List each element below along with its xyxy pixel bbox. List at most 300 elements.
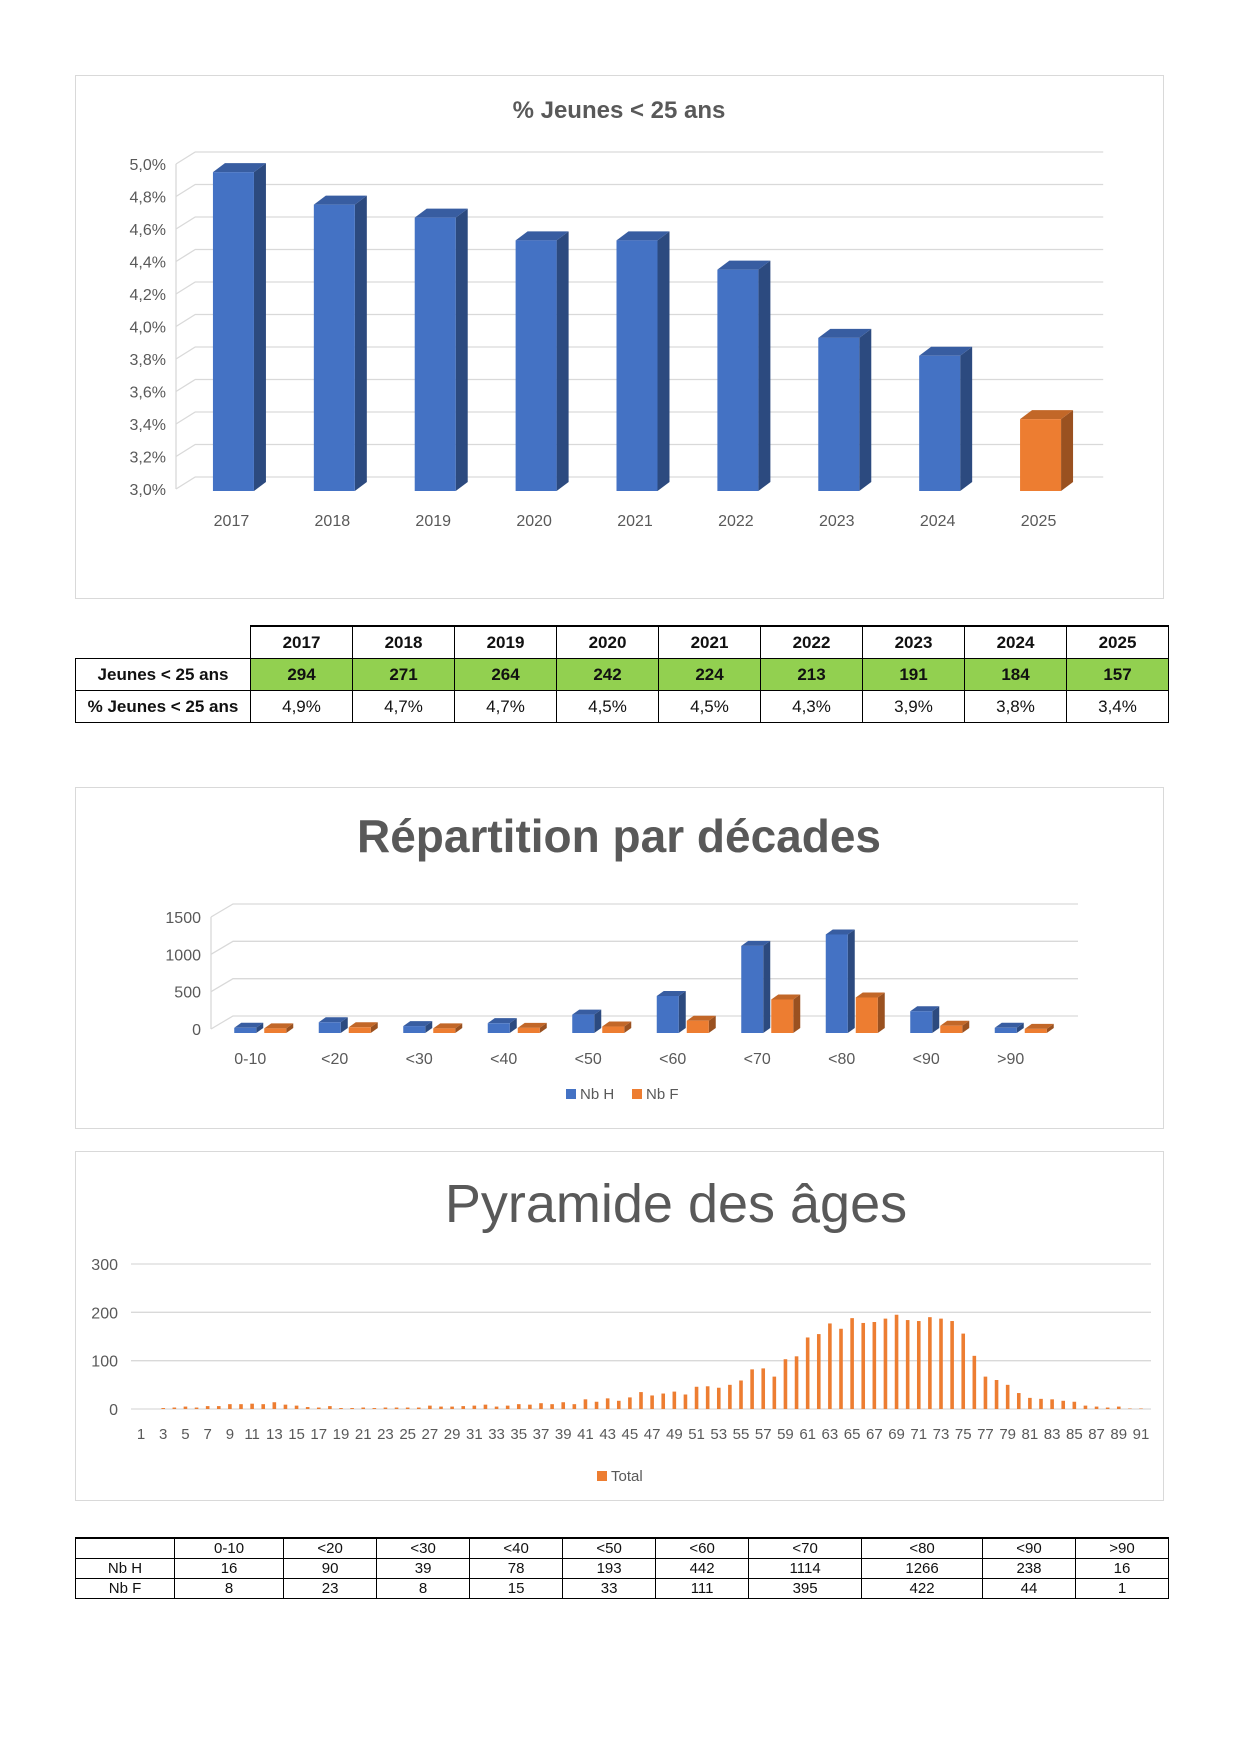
x-tick-label: 13: [265, 1426, 283, 1443]
cell: 8: [377, 1579, 470, 1599]
bar: [314, 196, 367, 491]
cell: 157: [1067, 659, 1169, 691]
x-tick-label: <60: [659, 1051, 687, 1068]
bar-side: [254, 163, 266, 491]
y-tick-label: 4,0%: [129, 319, 166, 337]
bar-front: [856, 997, 878, 1033]
bar: [773, 1377, 777, 1409]
bar: [450, 1407, 454, 1409]
bar: [517, 1404, 521, 1409]
cell: 4,5%: [557, 691, 659, 723]
cell: 224: [659, 659, 761, 691]
table-row: [76, 1579, 1169, 1599]
bar-front: [910, 1011, 932, 1033]
bar: [561, 1402, 565, 1409]
bar: [349, 1022, 378, 1033]
x-tick-label: 67: [865, 1426, 883, 1443]
bar: [639, 1392, 643, 1409]
x-tick-label: 9: [225, 1426, 235, 1443]
bar: [417, 1408, 421, 1409]
column-header: <90: [982, 1538, 1075, 1559]
x-tick-label: 33: [488, 1426, 505, 1443]
column-header: <70: [749, 1538, 862, 1559]
y-tick-label: 3,2%: [129, 449, 166, 467]
bar: [784, 1359, 788, 1409]
bar: [806, 1337, 810, 1409]
bar: [550, 1404, 554, 1409]
bar: [606, 1398, 610, 1409]
bar: [850, 1318, 854, 1409]
bar-side: [763, 941, 770, 1033]
x-tick-label: 49: [665, 1426, 683, 1443]
x-tick-label: 2018: [314, 513, 351, 530]
cell: 39: [377, 1559, 470, 1579]
bar: [1028, 1398, 1032, 1409]
x-tick-label: 83: [1043, 1426, 1061, 1443]
y-tick-label: 4,2%: [129, 287, 166, 304]
bar-side: [758, 261, 770, 491]
x-tick-label: 27: [421, 1426, 439, 1443]
bar: [528, 1405, 532, 1409]
bar: [657, 991, 686, 1033]
bar: [195, 1408, 199, 1409]
bar-side: [848, 929, 855, 1033]
y-tick-label: 200: [91, 1305, 118, 1323]
year-header: 2018: [353, 626, 455, 659]
bar: [495, 1407, 499, 1409]
bar-front: [516, 240, 557, 491]
bar: [895, 1315, 899, 1409]
x-tick-label: 85: [1065, 1426, 1083, 1443]
bar-front: [741, 946, 763, 1033]
bar: [1017, 1393, 1021, 1409]
bar-side: [793, 995, 800, 1033]
bar-front: [415, 218, 456, 491]
bar-front: [717, 270, 758, 491]
table-header-row: [76, 1538, 1169, 1559]
y-tick-label: 300: [91, 1257, 118, 1274]
column-header: <20: [284, 1538, 377, 1559]
cell: 1: [1075, 1579, 1168, 1599]
bar-front: [657, 996, 679, 1033]
bar: [403, 1021, 432, 1033]
year-header: 2023: [863, 626, 965, 659]
bar: [939, 1319, 943, 1409]
chart-title: Pyramide des âges: [444, 1174, 908, 1234]
gridline: [176, 152, 1103, 164]
y-tick-label: 500: [174, 984, 201, 1002]
x-tick-label: 39: [554, 1426, 572, 1443]
bar: [973, 1356, 977, 1409]
cell: 4,3%: [761, 691, 863, 723]
x-tick-label: 59: [777, 1426, 794, 1443]
bar: [328, 1406, 332, 1409]
gridline: [211, 904, 1078, 917]
bar: [1095, 1407, 1099, 1409]
bar: [750, 1369, 754, 1409]
year-header: 2021: [659, 626, 761, 659]
bar-front: [818, 338, 859, 491]
bar: [415, 209, 468, 491]
year-header: 2022: [761, 626, 863, 659]
bar: [395, 1408, 399, 1409]
bar: [516, 231, 569, 491]
bar: [817, 1334, 821, 1409]
bar: [284, 1405, 288, 1409]
bar: [739, 1380, 743, 1409]
x-tick-label: 23: [377, 1426, 394, 1443]
y-tick-label: 3,4%: [129, 417, 166, 434]
x-tick-label: 37: [532, 1426, 550, 1443]
bar: [228, 1404, 232, 1409]
cell: 44: [982, 1579, 1075, 1599]
x-tick-label: 15: [288, 1426, 305, 1443]
bar-front: [518, 1028, 540, 1033]
bar: [795, 1356, 799, 1409]
bar: [1117, 1407, 1121, 1409]
table-header-row: [76, 626, 1169, 659]
cell: 184: [965, 659, 1067, 691]
bar-side: [878, 992, 885, 1033]
bar: [687, 1016, 716, 1033]
bar: [319, 1017, 348, 1033]
x-tick-label: 2023: [818, 513, 855, 530]
y-tick-label: 3,0%: [129, 482, 166, 499]
cell: 16: [1075, 1559, 1168, 1579]
bar: [484, 1405, 488, 1409]
cell: 294: [251, 659, 353, 691]
bar: [928, 1317, 932, 1409]
y-tick-label: 4,8%: [129, 189, 166, 207]
bar: [264, 1023, 293, 1033]
x-tick-label: 77: [977, 1426, 994, 1443]
cell: 4,5%: [659, 691, 761, 723]
bar: [1073, 1402, 1077, 1409]
bar-front: [687, 1021, 709, 1033]
bar: [572, 1010, 601, 1033]
bar-side: [859, 329, 871, 491]
bar-front: [771, 1000, 793, 1033]
bar: [350, 1408, 354, 1409]
table-corner: [76, 1538, 175, 1559]
bar: [473, 1406, 477, 1409]
bar: [1039, 1399, 1043, 1409]
x-tick-label: <50: [574, 1051, 602, 1068]
bar: [761, 1368, 765, 1409]
bar: [602, 1022, 631, 1033]
bar: [661, 1394, 665, 1409]
bar-side: [557, 231, 569, 491]
year-header: 2017: [251, 626, 353, 659]
bar: [213, 163, 266, 491]
year-header: 2024: [965, 626, 1067, 659]
x-tick-label: 75: [954, 1426, 972, 1443]
x-tick-label: 63: [821, 1426, 839, 1443]
x-tick-label: >90: [997, 1051, 1025, 1068]
bar-front: [617, 240, 658, 491]
bar: [428, 1406, 432, 1409]
cell: 422: [862, 1579, 983, 1599]
y-tick-label: 3,6%: [129, 384, 166, 402]
bar: [439, 1407, 443, 1409]
bar: [584, 1399, 588, 1409]
x-tick-label: 91: [1132, 1426, 1150, 1443]
bar-front: [319, 1022, 341, 1033]
legend-swatch: [632, 1089, 642, 1099]
bar-front: [572, 1015, 594, 1033]
bar: [217, 1406, 221, 1409]
bar-front: [488, 1023, 510, 1033]
bar: [884, 1319, 888, 1409]
bar: [461, 1406, 465, 1409]
bar: [995, 1023, 1024, 1033]
column-header: 0-10: [175, 1538, 284, 1559]
bar: [910, 1006, 939, 1033]
bar-side: [658, 231, 670, 491]
chart-pyramide: [76, 1152, 1163, 1500]
table-row: [76, 691, 1169, 723]
x-tick-label: 2017: [213, 513, 250, 530]
bar: [206, 1406, 210, 1409]
bar: [940, 1021, 969, 1033]
bar: [919, 347, 972, 491]
bar-front: [264, 1028, 286, 1033]
bar: [917, 1321, 921, 1409]
cell: 1266: [862, 1559, 983, 1579]
bar: [1025, 1024, 1054, 1033]
column-header: <30: [377, 1538, 470, 1559]
x-tick-label: 53: [710, 1426, 728, 1443]
bar: [317, 1408, 321, 1409]
x-tick-label: 47: [643, 1426, 661, 1443]
x-tick-label: 31: [465, 1426, 483, 1443]
legend-swatch: [597, 1471, 607, 1481]
table-row: [76, 1559, 1169, 1579]
x-tick-label: 19: [332, 1426, 350, 1443]
cell: 3,4%: [1067, 691, 1169, 723]
bar: [856, 992, 885, 1033]
x-tick-label: <40: [490, 1051, 518, 1068]
x-tick-label: 65: [843, 1426, 861, 1443]
x-tick-label: 29: [443, 1426, 461, 1443]
bar-front: [826, 934, 848, 1033]
y-tick-label: 1500: [165, 910, 201, 927]
cell: 271: [353, 659, 455, 691]
x-tick-label: 35: [510, 1426, 528, 1443]
gridline: [176, 185, 1103, 197]
x-tick-label: 11: [244, 1426, 260, 1443]
bar: [828, 1323, 832, 1409]
column-header: <50: [563, 1538, 656, 1559]
bar: [518, 1023, 547, 1033]
bar: [306, 1407, 310, 1409]
bar: [717, 261, 770, 491]
bar: [161, 1408, 165, 1409]
bar-front: [403, 1026, 425, 1033]
bar: [1061, 1401, 1065, 1409]
x-tick-label: <30: [405, 1051, 433, 1068]
year-header: 2025: [1067, 626, 1169, 659]
x-tick-label: 2025: [1020, 513, 1057, 530]
x-tick-label: 1: [136, 1426, 146, 1443]
bar: [650, 1395, 654, 1409]
legend-label: Nb F: [646, 1086, 679, 1103]
cell: 4,9%: [251, 691, 353, 723]
bar: [595, 1402, 599, 1409]
cell: 4,7%: [455, 691, 557, 723]
bar: [433, 1023, 462, 1033]
column-header: <60: [656, 1538, 749, 1559]
column-header: <80: [862, 1538, 983, 1559]
bar: [361, 1408, 365, 1409]
y-tick-label: 0: [192, 1022, 201, 1039]
bar-front: [349, 1027, 371, 1033]
bar: [250, 1404, 254, 1409]
bar-front: [995, 1028, 1017, 1033]
cell: 264: [455, 659, 557, 691]
x-tick-label: 2024: [919, 513, 956, 530]
bar: [695, 1387, 699, 1409]
cell: 23: [284, 1579, 377, 1599]
cell: 90: [284, 1559, 377, 1579]
bar: [818, 329, 871, 491]
bar-front: [433, 1028, 455, 1033]
x-tick-label: 55: [732, 1426, 750, 1443]
y-tick-label: 100: [91, 1353, 118, 1371]
cell: 111: [656, 1579, 749, 1599]
bar: [539, 1403, 543, 1409]
x-tick-label: 3: [159, 1426, 168, 1443]
x-tick-label: 69: [888, 1426, 905, 1443]
bar: [717, 1388, 721, 1409]
bar: [673, 1392, 677, 1409]
cell: 213: [761, 659, 863, 691]
x-tick-label: 73: [932, 1426, 950, 1443]
bar: [573, 1404, 577, 1409]
cell: 8: [175, 1579, 284, 1599]
y-tick-label: 5,0%: [129, 157, 166, 174]
gridline: [211, 941, 1078, 954]
year-header: 2020: [557, 626, 659, 659]
x-tick-label: <90: [912, 1051, 940, 1068]
cell: 1114: [749, 1559, 862, 1579]
x-tick-label: 79: [999, 1426, 1017, 1443]
bar: [984, 1377, 988, 1409]
chart-decades: [76, 788, 1163, 1128]
bar: [1106, 1408, 1110, 1409]
bar: [961, 1334, 965, 1409]
x-tick-label: 51: [688, 1426, 705, 1443]
chart-jeunes-panel: [75, 75, 1164, 599]
chart-jeunes: [76, 76, 1163, 598]
chart-title: Répartition par décades: [356, 810, 882, 862]
bar-front: [1020, 419, 1061, 491]
bar: [839, 1329, 843, 1409]
bar-front: [314, 205, 355, 491]
y-tick-label: 4,6%: [129, 222, 166, 239]
bar-front: [1025, 1029, 1047, 1033]
bar: [1020, 410, 1073, 491]
bar-front: [940, 1026, 962, 1033]
x-tick-label: 71: [910, 1426, 928, 1443]
x-tick-label: 2022: [718, 513, 754, 530]
cell: 395: [749, 1579, 862, 1599]
bar: [617, 1401, 621, 1409]
bar: [506, 1406, 510, 1409]
x-tick-label: 2019: [415, 513, 452, 530]
bar: [861, 1323, 865, 1409]
cell: 3,9%: [863, 691, 965, 723]
bar: [261, 1404, 265, 1409]
row-label: Nb H: [76, 1559, 175, 1579]
bar: [339, 1408, 343, 1409]
x-tick-label: 61: [799, 1426, 817, 1443]
cell: 4,7%: [353, 691, 455, 723]
x-tick-label: 25: [399, 1426, 417, 1443]
x-tick-label: 5: [181, 1426, 190, 1443]
bar-side: [355, 196, 367, 491]
x-tick-label: 57: [754, 1426, 772, 1443]
bar: [906, 1320, 910, 1409]
bar-side: [456, 209, 468, 491]
bar: [173, 1408, 177, 1409]
cell: 193: [563, 1559, 656, 1579]
x-tick-label: 2021: [617, 513, 653, 530]
cell: 3,8%: [965, 691, 1067, 723]
x-tick-label: 81: [1021, 1426, 1039, 1443]
cell: 16: [175, 1559, 284, 1579]
x-tick-label: 87: [1088, 1426, 1105, 1443]
table-corner: [76, 626, 251, 659]
bar: [728, 1385, 732, 1409]
column-header: >90: [1075, 1538, 1168, 1559]
legend-swatch: [566, 1089, 576, 1099]
cell: 15: [470, 1579, 563, 1599]
x-tick-label: 89: [1110, 1426, 1128, 1443]
x-tick-label: 41: [577, 1426, 594, 1443]
column-header: <40: [470, 1538, 563, 1559]
gridline: [211, 979, 1078, 992]
bar: [488, 1018, 517, 1033]
bar: [617, 231, 670, 491]
x-tick-label: 45: [621, 1426, 639, 1443]
table-row: [76, 659, 1169, 691]
y-tick-label: 4,4%: [129, 254, 166, 272]
bar: [706, 1386, 710, 1409]
bar: [995, 1380, 999, 1409]
y-tick-label: 3,8%: [129, 352, 166, 369]
bar-side: [1061, 410, 1073, 491]
bar: [184, 1407, 188, 1409]
y-tick-label: 0: [109, 1402, 118, 1419]
bar: [1050, 1399, 1054, 1409]
chart-decades-panel: [75, 787, 1164, 1129]
bar: [373, 1408, 377, 1409]
bar-side: [960, 347, 972, 491]
cell: 238: [982, 1559, 1075, 1579]
bar: [873, 1322, 877, 1409]
bar: [295, 1406, 299, 1409]
chart-pyramide-panel: [75, 1151, 1164, 1501]
x-tick-label: 21: [354, 1426, 372, 1443]
bar: [234, 1023, 263, 1033]
x-tick-label: <80: [828, 1051, 856, 1068]
cell: 191: [863, 659, 965, 691]
bar: [950, 1321, 954, 1409]
bar: [741, 941, 770, 1033]
cell: 242: [557, 659, 659, 691]
row-label: Jeunes < 25 ans: [76, 659, 251, 691]
